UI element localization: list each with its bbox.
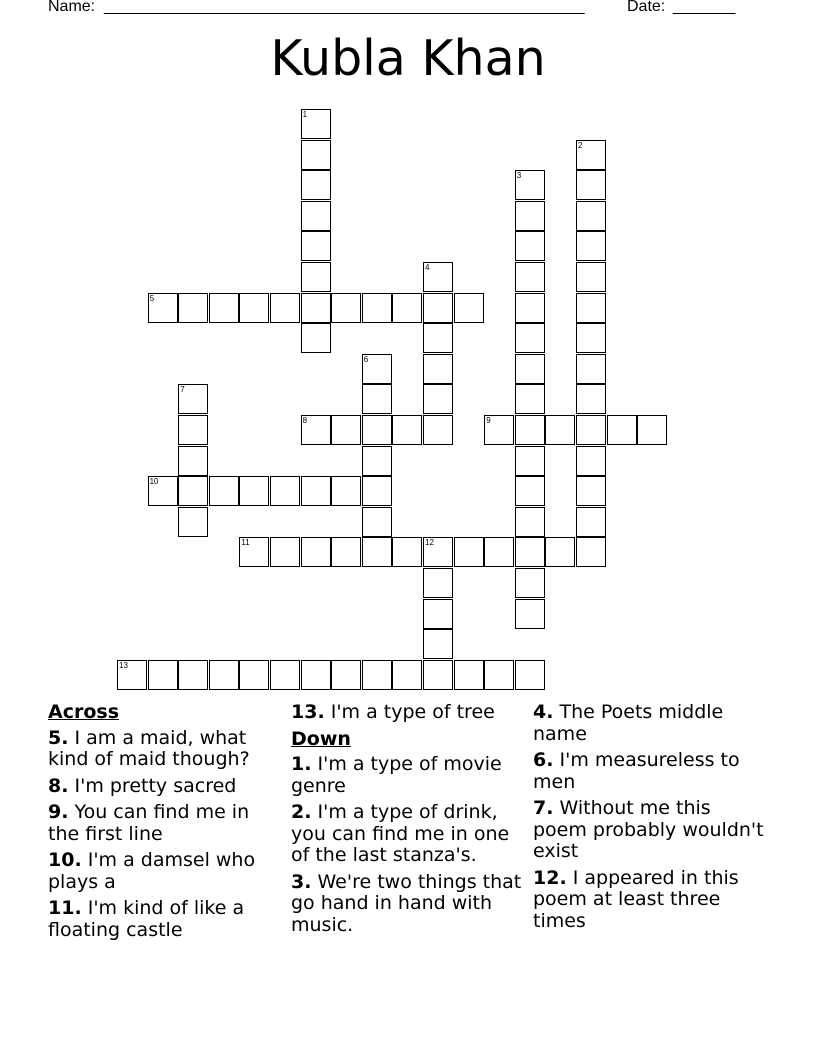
grid-cell[interactable] — [515, 537, 545, 567]
grid-cell[interactable] — [423, 354, 453, 384]
grid-cell[interactable] — [515, 507, 545, 537]
grid-cell-9[interactable] — [484, 415, 514, 445]
clue-down-4: 4. The Poets middle name — [533, 701, 724, 745]
grid-cell[interactable] — [362, 446, 392, 476]
clue-down-7: 7. Without me this poem probably wouldn't exist — [533, 797, 764, 862]
grid-cell[interactable] — [423, 660, 453, 690]
grid-cell[interactable] — [576, 231, 606, 261]
grid-cell[interactable] — [178, 660, 208, 690]
clue-number: 13 — [119, 660, 128, 670]
clue-number: 9 — [486, 416, 491, 425]
clue-down-2: 2. I'm a type of drink, you can find me in one of the last stanza's. — [291, 801, 510, 866]
clue-across-9: 9. You can find me in the first line — [48, 801, 250, 845]
clue-down-1: 1. I'm a type of movie genre — [291, 753, 502, 797]
clue-down-12: 12. I appeared in this poem at least three times — [533, 866, 739, 932]
grid-cell[interactable] — [454, 293, 484, 323]
grid-cell[interactable] — [576, 415, 606, 445]
grid-cell[interactable] — [362, 660, 392, 690]
page-title: Kubla Khan — [270, 30, 546, 87]
grid-cell[interactable] — [270, 537, 300, 567]
clue-column-2 — [291, 702, 527, 941]
grid-cell[interactable] — [423, 323, 453, 353]
grid-cell[interactable] — [515, 415, 545, 445]
grid-cell[interactable] — [637, 415, 667, 445]
grid-cell[interactable] — [607, 415, 637, 445]
grid-cell[interactable] — [301, 660, 331, 690]
clue-number: 11 — [241, 538, 250, 548]
grid-cell[interactable] — [576, 354, 606, 384]
grid-cell-7[interactable] — [178, 384, 208, 414]
grid-cell[interactable] — [423, 415, 453, 445]
grid-cell[interactable] — [515, 446, 545, 476]
grid-cell-2[interactable] — [576, 140, 606, 170]
grid-cell[interactable] — [301, 323, 331, 353]
grid-cell[interactable] — [545, 537, 575, 567]
grid-cell-12[interactable] — [423, 537, 453, 567]
clue-number: 4 — [425, 263, 430, 272]
grid-cell[interactable] — [392, 660, 422, 690]
grid-cell[interactable] — [178, 415, 208, 445]
grid-cell[interactable] — [301, 476, 331, 506]
clue-number: 7 — [180, 385, 185, 395]
grid-cell-6[interactable] — [362, 354, 392, 384]
grid-cell[interactable] — [301, 293, 331, 323]
grid-cell[interactable] — [454, 660, 484, 690]
grid-cell[interactable] — [576, 507, 606, 537]
grid-cell[interactable] — [362, 476, 392, 506]
grid-cell[interactable] — [331, 660, 361, 690]
grid-cell-4[interactable] — [423, 262, 453, 292]
grid-cell[interactable] — [331, 537, 361, 567]
grid-cell[interactable] — [545, 415, 575, 445]
clue-across-5: 5. I am a maid, what kind of maid though? — [48, 726, 250, 770]
grid-cell[interactable] — [392, 415, 422, 445]
grid-cell-1[interactable] — [301, 109, 331, 139]
grid-cell[interactable] — [423, 293, 453, 323]
grid-cell[interactable] — [515, 568, 545, 598]
grid-cell-3[interactable] — [515, 170, 545, 200]
grid-cell[interactable] — [515, 660, 545, 690]
clue-number: 8 — [302, 416, 308, 425]
grid-cell[interactable] — [423, 599, 453, 629]
grid-cell[interactable] — [576, 476, 606, 506]
grid-cell[interactable] — [178, 446, 208, 476]
clue-column-1 — [48, 702, 284, 946]
name-line: ______________________________________________________ — [104, 0, 585, 15]
grid-cell[interactable] — [239, 293, 269, 323]
grid-cell[interactable] — [178, 507, 208, 537]
name-label: Name: — [48, 0, 96, 15]
grid-cell[interactable] — [576, 446, 606, 476]
grid-cell[interactable] — [515, 201, 545, 231]
grid-cell[interactable] — [301, 537, 331, 567]
clue-down-3: 3. We're two things that go hand in hand with music. — [291, 870, 522, 936]
grid-cell[interactable] — [576, 262, 606, 292]
grid-cell-10[interactable] — [148, 476, 178, 506]
grid-cell[interactable] — [515, 384, 545, 414]
grid-cell[interactable] — [515, 293, 545, 323]
grid-cell[interactable] — [301, 201, 331, 231]
clue-column-3 — [533, 702, 769, 937]
grid-cell[interactable] — [423, 568, 453, 598]
grid-cell[interactable] — [515, 323, 545, 353]
grid-cell[interactable] — [270, 476, 300, 506]
grid-cell[interactable] — [362, 293, 392, 323]
clue-number: 10 — [149, 477, 159, 487]
grid-cell[interactable] — [576, 384, 606, 414]
grid-cell[interactable] — [362, 415, 392, 445]
grid-cell[interactable] — [362, 384, 392, 414]
clue-across-13: 13. I'm a type of tree — [291, 701, 495, 723]
across-heading: Across — [48, 701, 120, 723]
clue-number: 1 — [302, 110, 308, 119]
grid-cell[interactable] — [515, 599, 545, 629]
grid-cell[interactable] — [484, 660, 514, 690]
grid-cell[interactable] — [239, 476, 269, 506]
grid-cell[interactable] — [209, 660, 239, 690]
grid-cell[interactable] — [515, 231, 545, 261]
grid-cell[interactable] — [301, 170, 331, 200]
clue-across-11: 11. I'm kind of like a floating castle — [48, 897, 245, 941]
grid-cell[interactable] — [423, 629, 453, 659]
date-line: _______ — [673, 0, 736, 15]
grid-cell-8[interactable] — [301, 415, 331, 445]
grid-cell[interactable] — [301, 140, 331, 170]
clue-across-10: 10. I'm a damsel who plays a — [48, 849, 256, 893]
grid-cell[interactable] — [576, 293, 606, 323]
date-label: Date: — [627, 0, 666, 15]
grid-cell[interactable] — [576, 537, 606, 567]
clue-number: 5 — [149, 293, 155, 303]
grid-cell[interactable] — [362, 507, 392, 537]
grid-cell[interactable] — [331, 476, 361, 506]
grid-cell[interactable] — [576, 170, 606, 200]
grid-cell[interactable] — [301, 231, 331, 261]
grid-cell-13[interactable] — [117, 660, 147, 690]
grid-cell[interactable] — [148, 660, 178, 690]
grid-cell[interactable] — [515, 354, 545, 384]
grid-cell[interactable] — [239, 660, 269, 690]
grid-cell[interactable] — [209, 476, 239, 506]
clue-number: 2 — [578, 140, 583, 150]
grid-cell[interactable] — [392, 293, 422, 323]
grid-cell[interactable] — [362, 537, 392, 567]
grid-cell[interactable] — [515, 262, 545, 292]
grid-cell-5[interactable] — [148, 293, 178, 323]
grid-cell[interactable] — [301, 262, 331, 292]
down-heading: Down — [291, 727, 351, 750]
grid-cell[interactable] — [423, 384, 453, 414]
clue-number: 3 — [516, 171, 522, 181]
grid-cell[interactable] — [331, 415, 361, 445]
grid-cell[interactable] — [209, 293, 239, 323]
clue-across-8: 8. I'm pretty sacred — [48, 774, 237, 797]
grid-cell[interactable] — [178, 476, 208, 506]
grid-cell[interactable] — [270, 293, 300, 323]
clue-number: 6 — [363, 354, 369, 364]
grid-cell[interactable] — [270, 660, 300, 690]
clue-down-6: 6. I'm measureless to men — [533, 749, 740, 793]
grid-cell[interactable] — [392, 537, 422, 567]
grid-cell[interactable] — [454, 537, 484, 567]
clue-number: 12 — [425, 538, 434, 548]
grid-cell[interactable] — [484, 537, 514, 567]
grid-cell[interactable] — [178, 293, 208, 323]
grid-cell[interactable] — [331, 293, 361, 323]
grid-cell[interactable] — [576, 323, 606, 353]
grid-cell[interactable] — [576, 201, 606, 231]
grid-cell-11[interactable] — [239, 537, 269, 567]
grid-cell[interactable] — [515, 476, 545, 506]
